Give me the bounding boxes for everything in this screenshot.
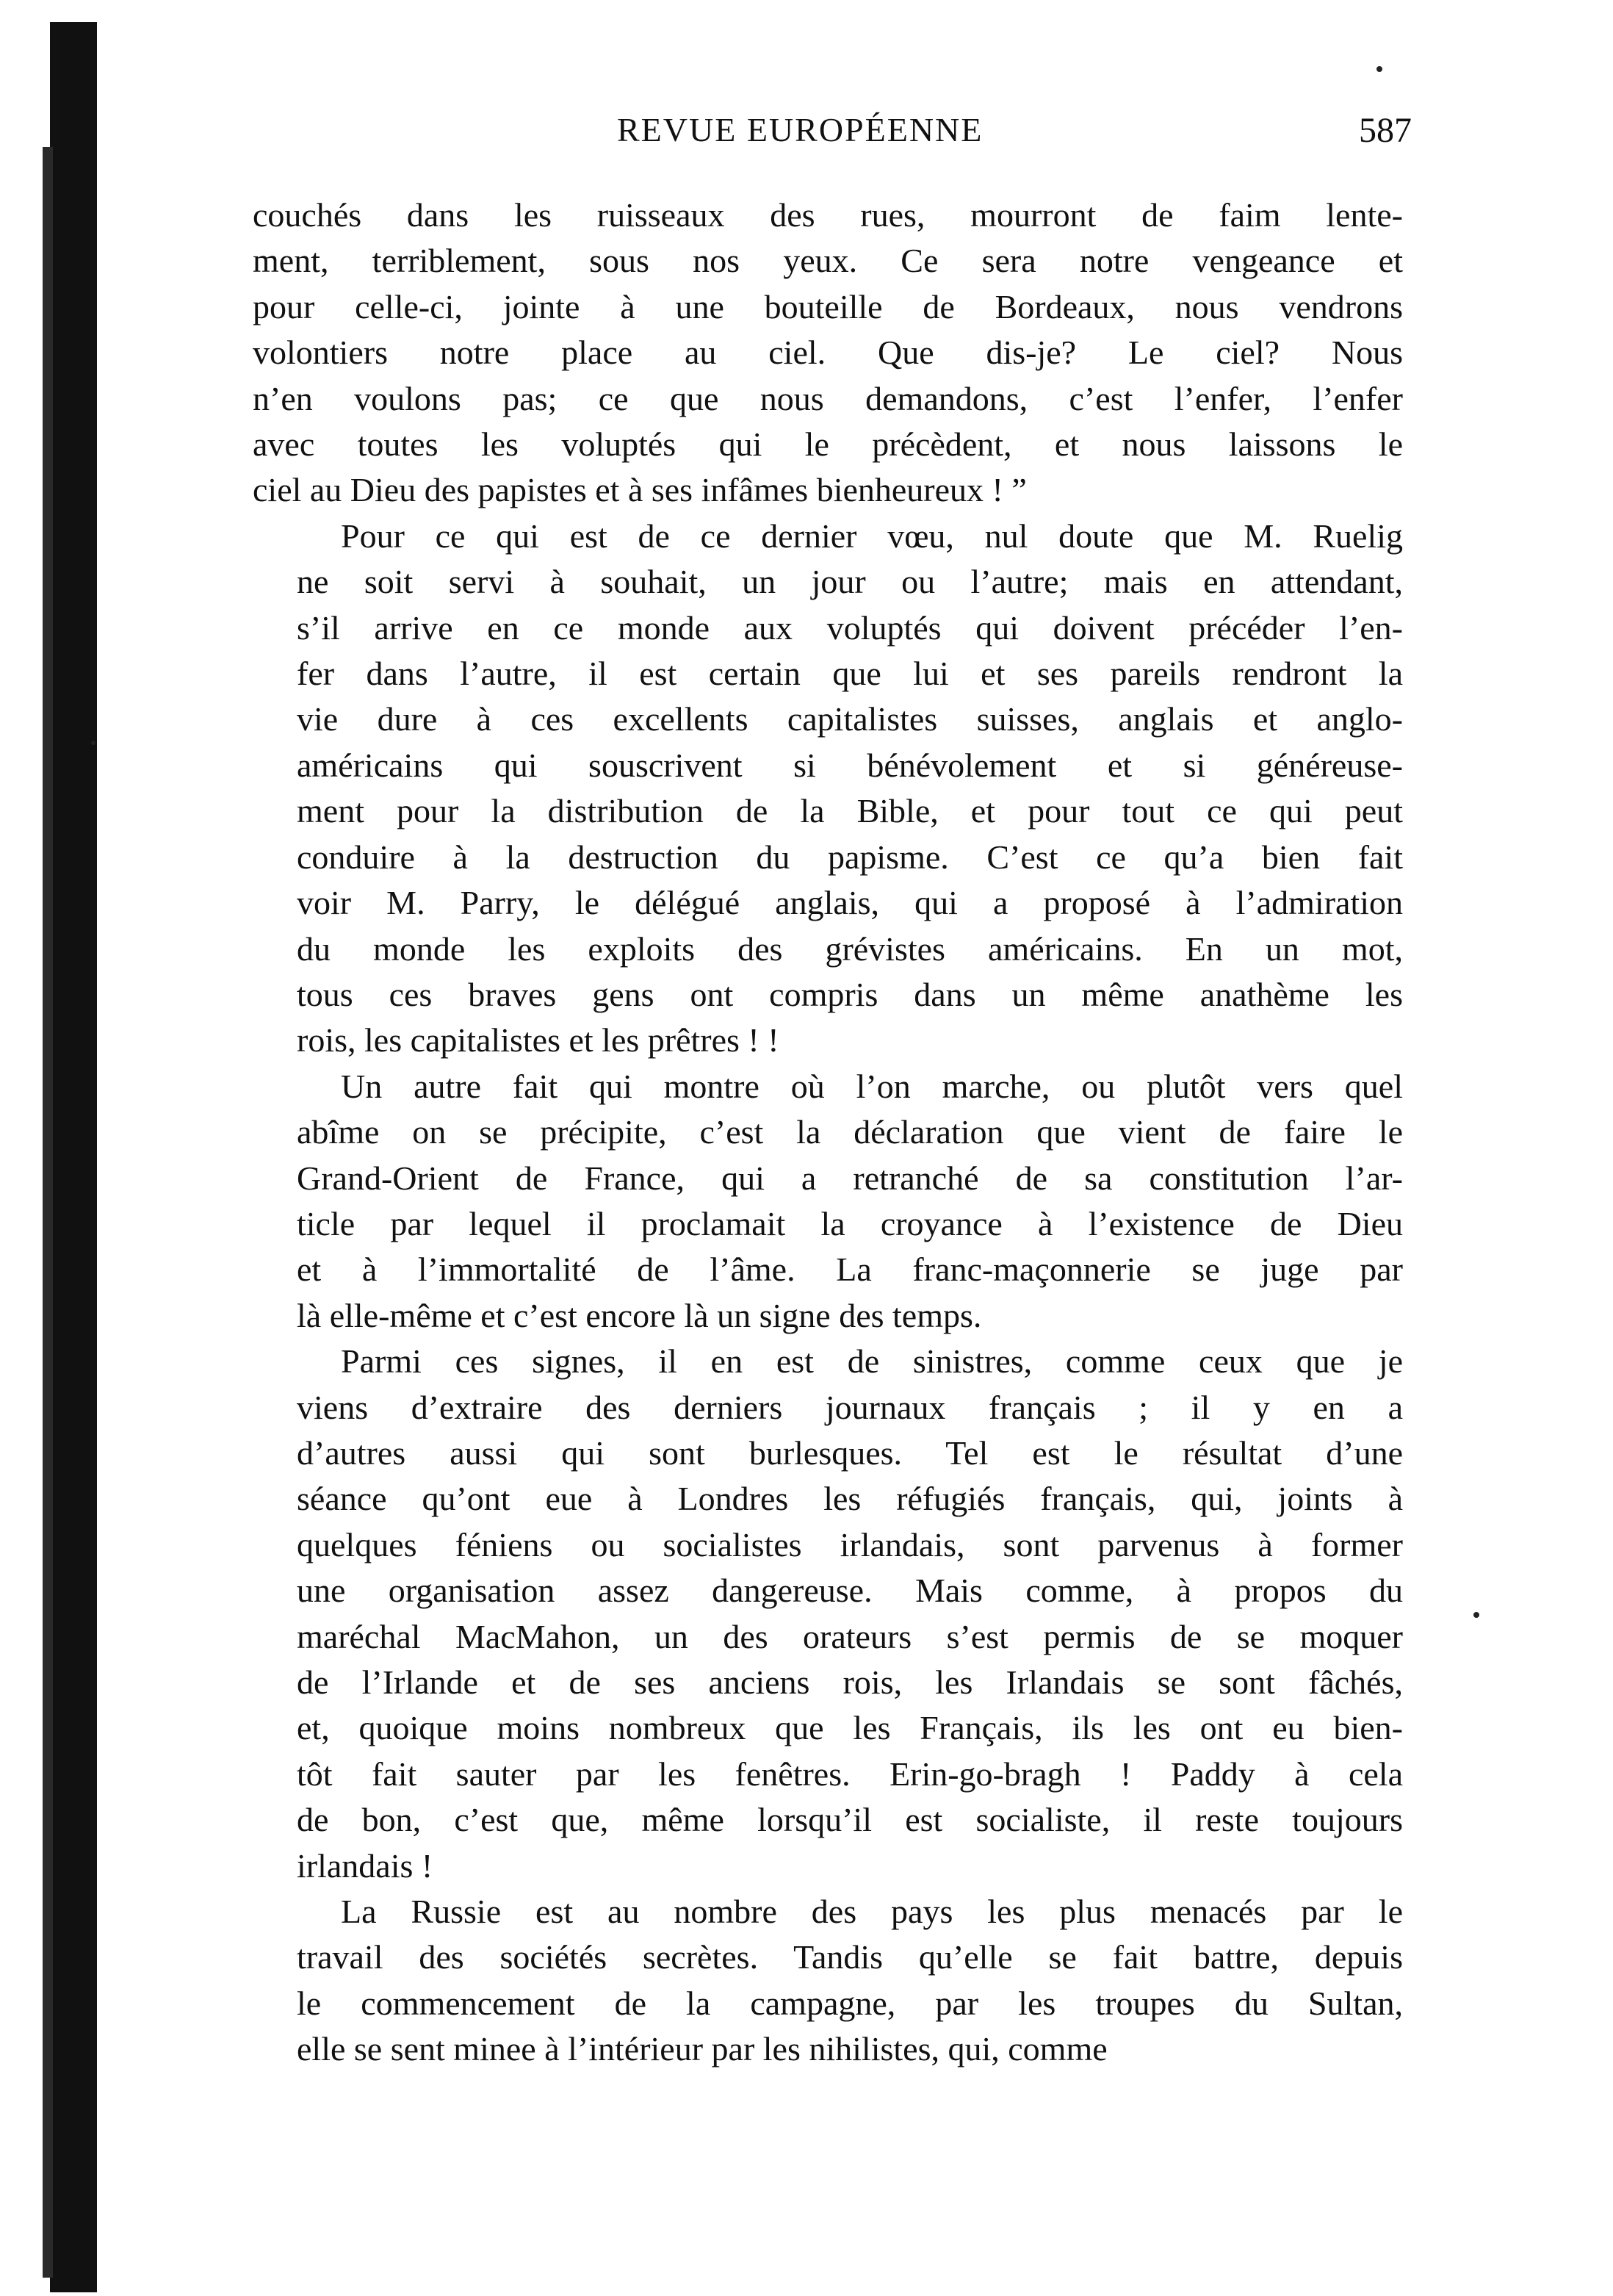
text-line: tôt fait sauter par les fenêtres. Erin-go-bragh ! Paddy à cela [297,1755,1403,1793]
page-header [617,110,1425,162]
text-line: pour celle-ci, jointe à une bouteille de Bordeaux, nous vendrons [253,287,1403,325]
print-speck [1473,1612,1479,1618]
text-line: voir M. Parry, le délégué anglais, qui a proposé à l’admiration [297,884,1403,922]
text-line: ticle par lequel il proclamait la croyance à l’existence de Dieu [297,1204,1403,1242]
text-line: et, quoique moins nombreux que les Français, ils les ont eu bien- [297,1709,1403,1747]
text-line: de l’Irlande et de ses anciens rois, les Irlandais se sont fâchés, [297,1663,1403,1701]
text-line: le commencement de la campagne, par les troupes du Sultan, [297,1984,1403,2022]
text-line: travail des sociétés secrètes. Tandis qu’elle se fait battre, depuis [297,1938,1403,1976]
text-line: séance qu’ont eue à Londres les réfugiés français, qui, joints à [297,1480,1403,1518]
text-line: irlandais ! [297,1846,433,1885]
text-line: viens d’extraire des derniers journaux français ; il y en a [297,1388,1403,1426]
text-line: tous ces braves gens ont compris dans un même anathème les [297,975,1403,1013]
text-line: ciel au Dieu des papistes et à ses infâmes bienheureux ! ” [253,471,1027,509]
text-line: conduire à la destruction du papisme. C’est ce qu’a bien fait [297,838,1403,876]
body-text [253,192,1403,2073]
text-line: du monde les exploits des grévistes américains. En un mot, [297,929,1403,968]
paragraph [253,1889,1403,2073]
paragraph [253,514,1403,1064]
paragraph [253,192,1403,514]
running-title: REVUE EUROPÉENNE [617,111,984,148]
text-line: maréchal MacMahon, un des orateurs s’est permis de se moquer [297,1617,1403,1655]
text-line: Parmi ces signes, il en est de sinistres, comme ceux que je [341,1342,1403,1381]
text-line: s’il arrive en ce monde aux voluptés qui doivent précéder l’en- [297,608,1403,647]
text-line: d’autres aussi qui sont burlesques. Tel est le résultat d’une [297,1433,1403,1472]
text-line: ment, terriblement, sous nos yeux. Ce sera notre vengeance et [253,242,1403,280]
text-line: La Russie est au nombre des pays les plus menacés par le [341,1893,1403,1931]
paragraph [253,1339,1403,1889]
page-binding-edge [50,22,97,2292]
text-line: Un autre fait qui montre où l’on marche, ou plutôt vers quel [341,1067,1403,1105]
text-line: quelques féniens ou socialistes irlandais, sont parvenus à former [297,1525,1403,1563]
text-line: couchés dans les ruisseaux des rues, mourront de faim lente- [253,196,1403,234]
text-line: et à l’immortalité de l’âme. La franc-maçonnerie se juge par [297,1250,1403,1289]
text-line: abîme on se précipite, c’est la déclaration que vient de faire le [297,1113,1403,1151]
print-speck [91,741,95,745]
page-binding-shadow [43,147,53,2278]
page-number: 587 [1359,111,1412,150]
text-line: américains qui souscrivent si bénévolement et si généreuse- [297,746,1403,784]
text-line: ment pour la distribution de la Bible, et pour tout ce qui peut [297,792,1403,830]
text-line: Grand-Orient de France, qui a retranché de sa constitution l’ar- [297,1159,1403,1197]
text-line: elle se sent minee à l’intérieur par les nihilistes, qui, comme [297,2030,1108,2068]
print-speck [1376,66,1382,72]
text-line: Pour ce qui est de ce dernier vœu, nul doute que M. Ruelig [341,517,1403,555]
text-line: volontiers notre place au ciel. Que dis-je? Le ciel? Nous [253,334,1403,372]
text-line: avec toutes les voluptés qui le précèdent, et nous laissons le [253,425,1403,464]
text-line: là elle-même et c’est encore là un signe des temps. [297,1296,982,1334]
text-line: ne soit servi à souhait, un jour ou l’autre; mais en attendant, [297,563,1403,601]
text-line: fer dans l’autre, il est certain que lui et ses pareils rendront la [297,655,1403,693]
text-line: n’en voulons pas; ce que nous demandons, c’est l’enfer, l’enfer [253,379,1403,417]
text-line: une organisation assez dangereuse. Mais comme, à propos du [297,1572,1403,1610]
text-line: vie dure à ces excellents capitalistes suisses, anglais et anglo- [297,700,1403,738]
text-line: de bon, c’est que, même lorsqu’il est socialiste, il reste toujours [297,1801,1403,1839]
text-line: rois, les capitalistes et les prêtres ! ! [297,1021,779,1059]
paragraph [253,1064,1403,1339]
